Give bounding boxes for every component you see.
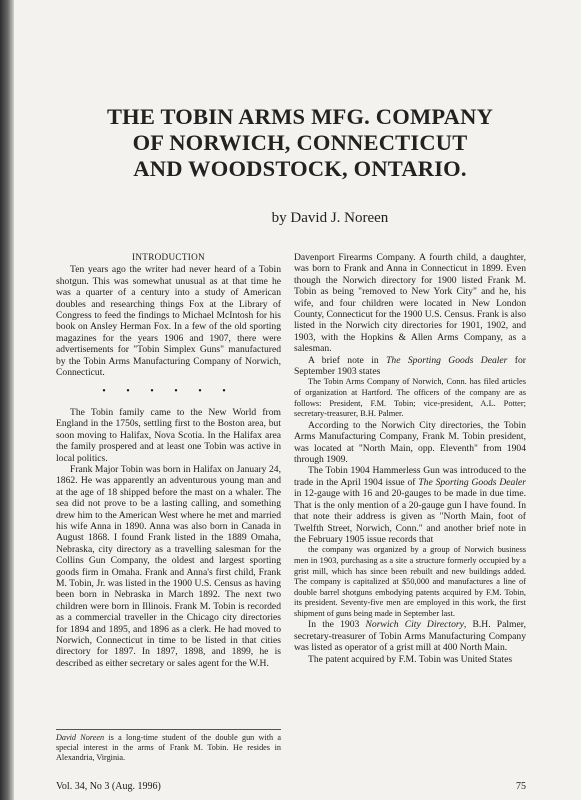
block-quote: the company was organized by a group of Norwich business men in 1903, purchasing as a site a structure formerly occupied by a grist mill, which has since been rebuilt and new buildings added. The company is capitalized at $50,000 and manufactures a line of double barrel shotguns embodying patents acquired by F.M. Tobin, its president. Seventy-five men are employed in this work, the first shipment of guns being made in September last. — [294, 545, 526, 618]
footnote-text: is a long-time student of the double gun with a special interest in the arms of Frank M. Tobin. He resides in Alexandria, Virginia. — [56, 733, 281, 762]
publication-title: The Sporting Goods Dealer — [418, 476, 527, 488]
section-divider-dots: • • • • • • — [102, 386, 235, 398]
article-title — [30, 104, 570, 182]
section-heading: INTRODUCTION — [131, 252, 205, 262]
title-line-1: THE TOBIN ARMS MFG. COMPANY — [106, 104, 494, 129]
text-run: A brief note in — [308, 354, 387, 366]
paragraph: The patent acquired by F.M. Tobin was United States — [308, 653, 513, 665]
text-run: The Tobin 1904 Hammerless Gun was introduced to the trade in the April 1904 issue of — [294, 465, 526, 488]
text-run: , B.H. Palmer, secretary-treasurer of Tobin Arms Manufacturing Company was listed as operator of a grist mill at 400 North Main. — [294, 619, 526, 654]
text-run: for September 1903 states — [294, 354, 526, 378]
paragraph: Frank Major Tobin was born in Halifax on January 24, 1862. He was apparently an adventurous young man and at the age of 18 shipped before the mast on a whaler. The sea did not prove to be a lasting calling, and something drew him to the American West where he met and married his wife Anna in 1890. Anna was also born in Canada in August 1868. I found Frank listed in the 1889 Omaha, Nebraska, city directory as a travelling salesman for the Collins Gun Company, the oldest and largest sporting goods firm in Omaha. Frank and Anna's first child, Frank M. Tobin, Jr. was listed in the 1900 U.S. Census as having been born in Nebraska in March 1892. The next two children were born in Illinois. Frank M. Tobin is recorded as a commercial traveller in the Chicago city directories for 1894 and 1895, and 1896 as a clerk. He had moved to Norwich, Connecticut in time to be listed in that cities directory for 1897. In 1897, 1898, and 1899, he is described as either secretary or sales agent for the W.H. — [56, 463, 281, 669]
text-run: in 12-gauge with 16 and 20-gauges to be made in due time. That is the only mention of a 20-gauge gun I have found. In that note their address is given as "North Main, foot of Twelfth Street, Norwich, Conn." and another brief note in the February 1905 issue records that — [294, 488, 526, 545]
paragraph — [294, 465, 526, 545]
left-column — [56, 252, 281, 669]
page-number: 75 — [516, 781, 526, 792]
paragraph — [294, 619, 526, 653]
author-footnote — [56, 729, 281, 763]
publication-title: The Sporting Goods Dealer — [386, 354, 508, 366]
paragraph — [294, 355, 526, 378]
title-line-3: AND WOODSTOCK, ONTARIO. — [133, 156, 467, 181]
paragraph: Davenport Firearms Company. A fourth child, a daughter, was born to Frank and Anna in Connecticut in 1899. Even though the Norwich directory for 1900 listed Frank M. Tobin as being "removed to New York City" and he, his wife, and four children were located in New London County, Connecticut for the 1900 U.S. Census. Frank is also listed in the Norwich city directories for 1901, 1902, and 1903, with the Hopkins & Allen Arms Company, as a salesman. — [294, 252, 526, 355]
text-run: In the 1903 — [308, 619, 366, 631]
paragraph: The Tobin family came to the New World from England in the 1750s, settling first to the Boston area, but soon moving to Halifax, Nova Scotia. In the Halifax area the family prospered and at least one Tobin was active in local politics. — [56, 406, 281, 464]
issue-info: Vol. 34, No 3 (Aug. 1996) — [56, 781, 161, 792]
block-quote: The Tobin Arms Company of Norwich, Conn. has filed articles of organization at Hartford. The officers of the company are as follows: President, F.M. Tobin; vice-president, A.L. Potter; secretary-treasurer, B.H. Palmer. — [294, 377, 526, 419]
paragraph: Ten years ago the writer had never heard of a Tobin shotgun. This was somewhat unusual as at that time he was a quarter of a century into a study of American doubles and researching things Fox at the Library of Congress to feed the findings to Michael McIntosh for his book on Ansley Herman Fox. In a few of the old sporting magazines for the years 1906 and 1907, there were advertisements for "Tobin Simplex Guns" manufactured by the Tobin Arms Manufacturing Company of Norwich, Connecticut. — [56, 264, 281, 379]
byline: by David J. Noreen — [271, 210, 389, 226]
paragraph: According to the Norwich City directories, the Tobin Arms Manufacturing Company, Frank M. Tobin president, was located at "North Main, opp. Eleventh" from 1904 through 1909. — [294, 419, 526, 466]
publication-title: Norwich City Directory — [365, 619, 464, 631]
footnote-author-name: David Noreen — [56, 733, 105, 742]
right-column — [294, 252, 526, 665]
title-line-2: OF NORWICH, CONNECTICUT — [132, 130, 468, 155]
page-binding-edge — [0, 0, 14, 800]
